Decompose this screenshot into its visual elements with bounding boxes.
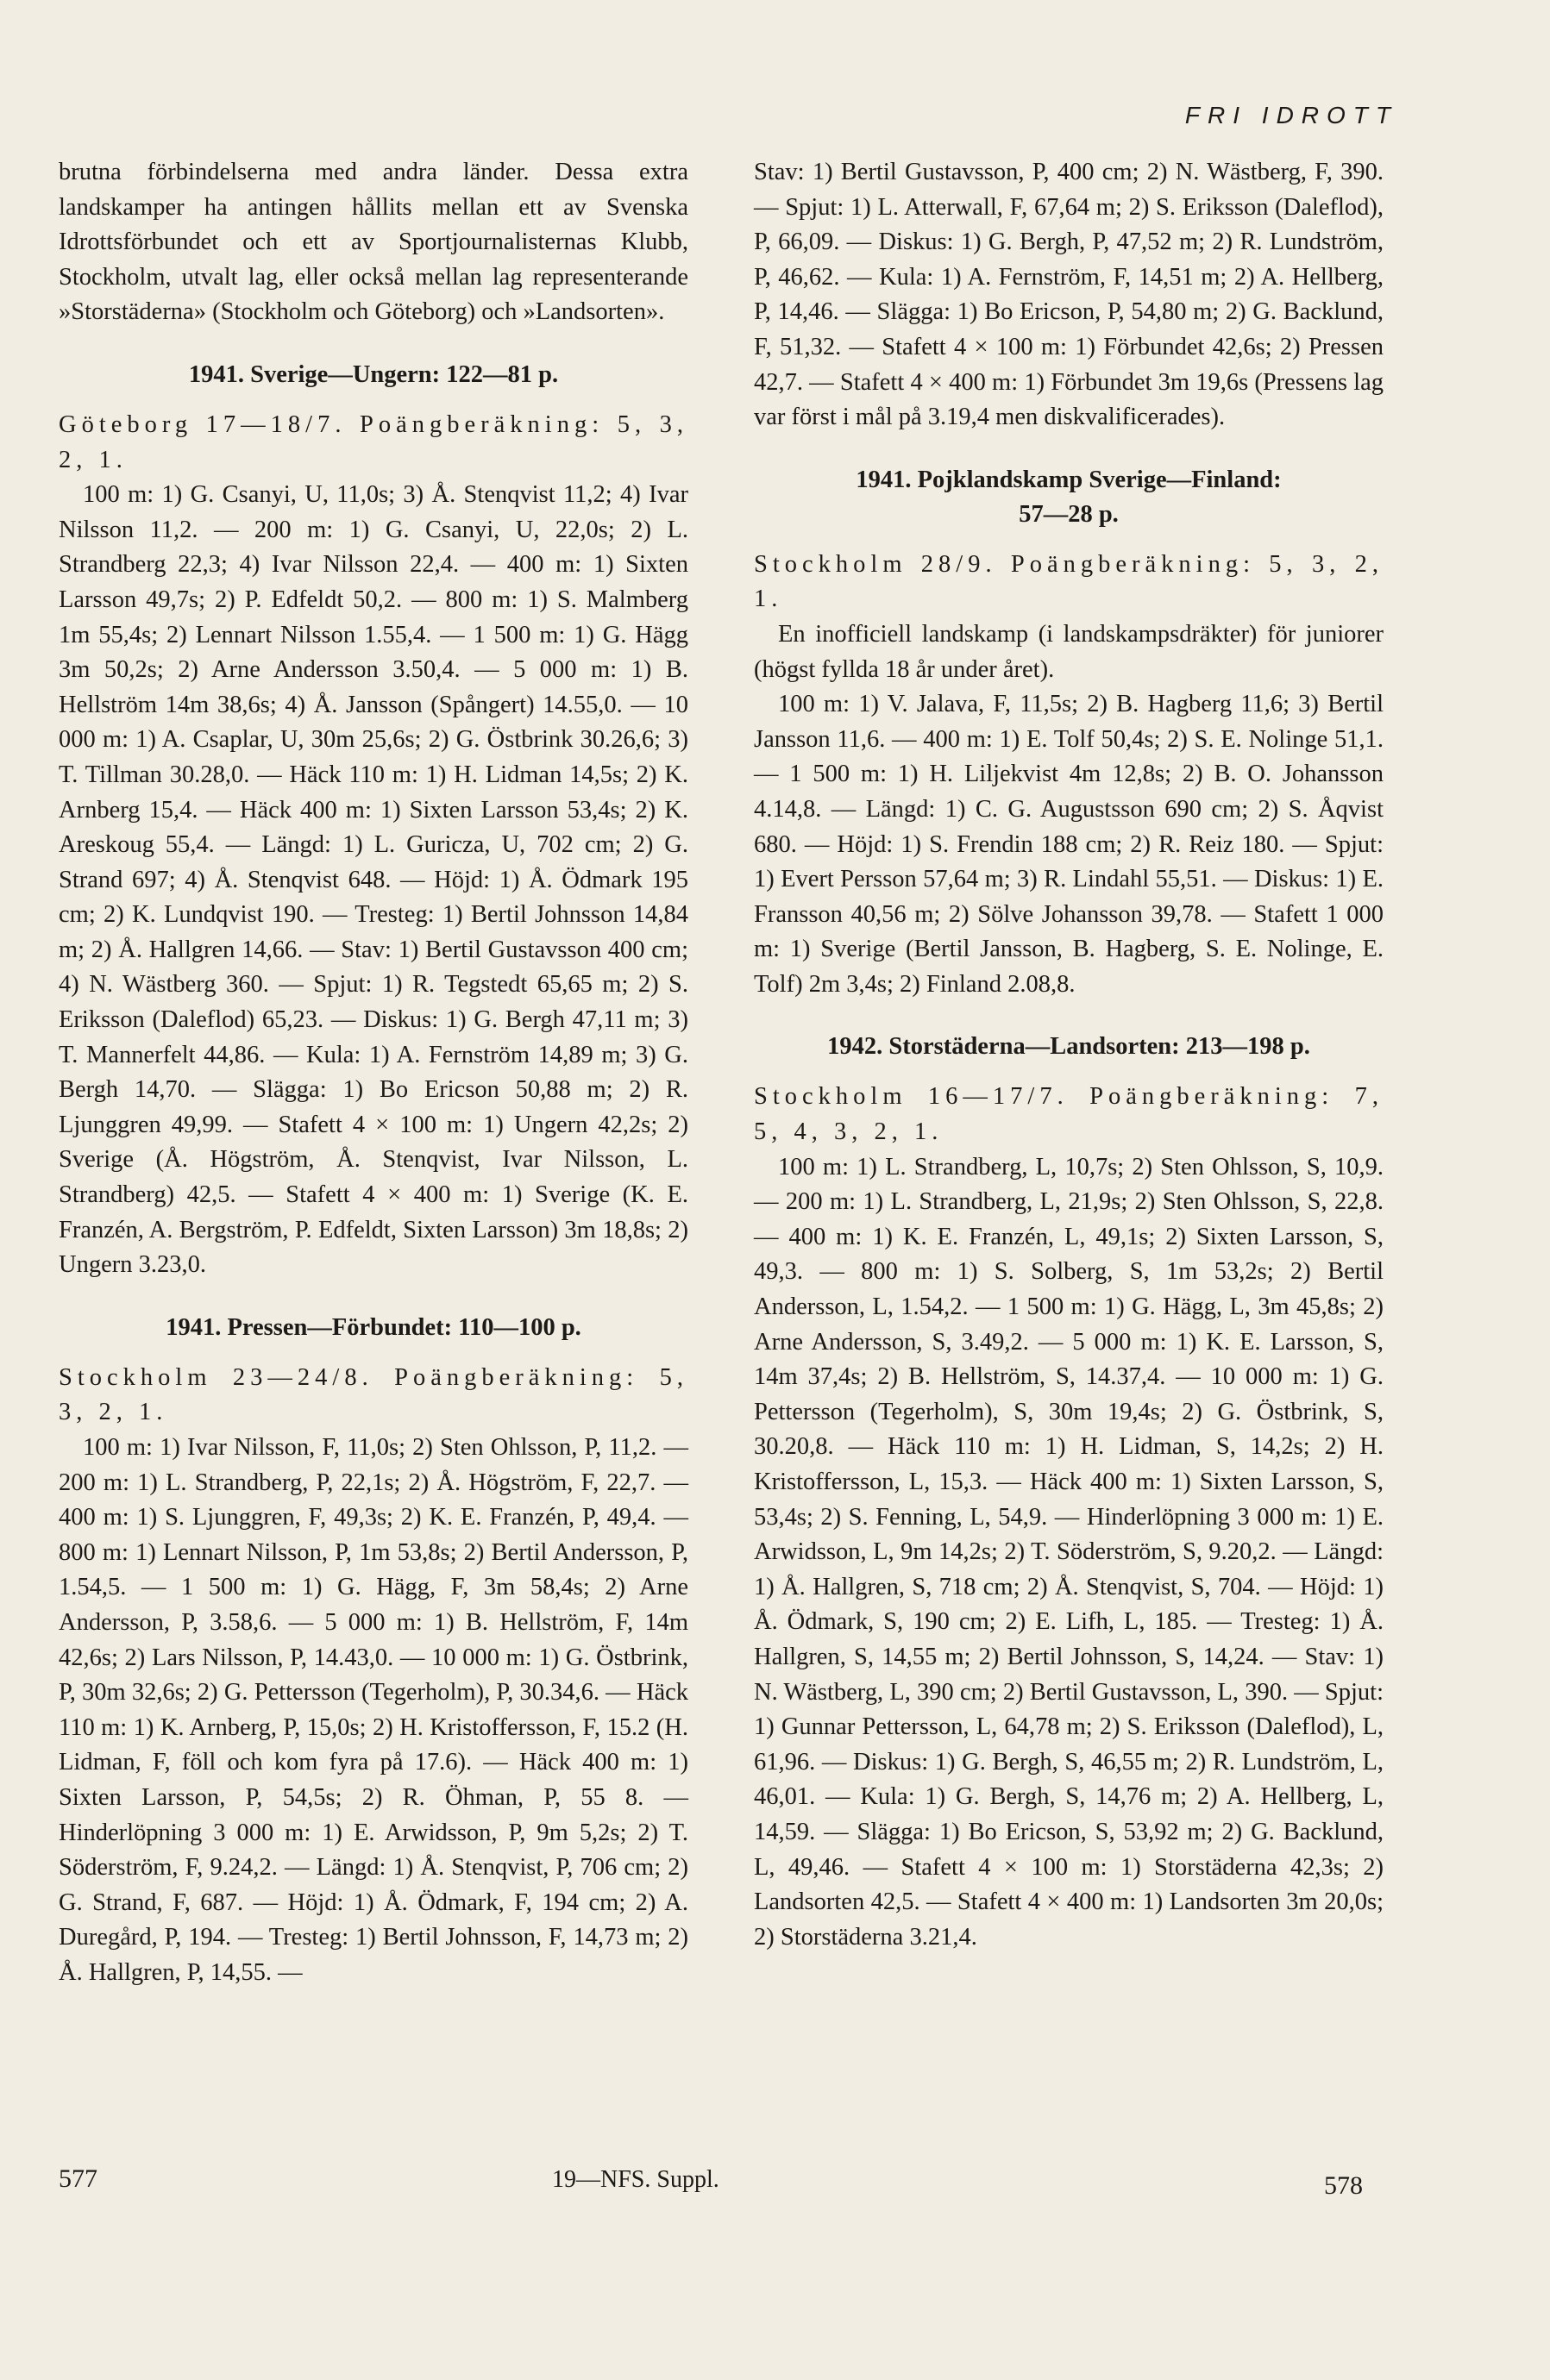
heading-line: 57—28 p. [1019, 500, 1119, 528]
section-meta: Göteborg 17—18/7. Poängberäkning: 5, 3, 2, 1. [59, 410, 688, 473]
section-heading-pojklandskamp [754, 463, 1384, 532]
right-column [754, 155, 1384, 1955]
section-meta: Stockholm 16—17/7. Poängberäkning: 7, 5, 4, 3, 2, 1. [754, 1083, 1384, 1146]
results-paragraph: 100 m: 1) G. Csanyi, U, 11,0s; 3) Å. Stenqvist 11,2; 4) Ivar Nilsson 11,2. — 200 m: 1) G. Csanyi, U, 22,0s; 2) L. Strandberg 22,3; 4) Ivar Nilsson 22,4. — 400 m: 1) Sixten Larsson 49,7s; 2) P. Edfeldt 50,2. — 800 m: 1) S. Malmberg 1m 55,4s; 2) Lennart Nilsson 1.55,4. — 1 500 m: 1) G. Hägg 3m 50,2s; 2) Arne Andersson 3.50,4. — 5 000 m: 1) B. Hellström 14m 38,6s; 4) Å. Jansson (Spångert) 14.55,0. — 10 000 m: 1) A. Csaplar, U, 30m 25,6s; 2) G. Östbrink 30.26,6; 3) T. Tillman 30.28,0. — Häck 110 m: 1) H. Lidman 14,5s; 2) K. Arnberg 15,4. — Häck 400 m: 1) Sixten Larsson 53,4s; 2) K. Areskoug 55,4. — Längd: 1) L. Guricza, U, 702 cm; 2) G. Strand 697; 4) Å. Stenqvist 648. — Höjd: 1) Å. Ödmark 195 cm; 2) K. Lundqvist 190. — Tresteg: 1) Bertil Johnsson 14,84 m; 2) Å. Hallgren 14,66. — Stav: 1) Bertil Gustavsson 400 cm; 4) N. Wästberg 360. — Spjut: 1) R. Tegstedt 65,65 m; 2) S. Eriksson (Daleflod) 65,23. — Diskus: 1) G. Bergh 47,11 m; 3) T. Mannerfelt 44,86. — Kula: 1) A. Fernström 14,89 m; 3) G. Bergh 14,70. — Slägga: 1) Bo Ericson 50,88 m; 2) R. Ljunggren 49,99. — Stafett 4 × 100 m: 1) Ungern 42,2s; 2) Sverige (Å. Högström, Å. Stenqvist, Ivar Nilsson, L. Strandberg) 42,5. — Stafett 4 × 400 m: 1) Sverige (K. E. Franzén, A. Bergström, P. Edfeldt, Sixten Larsson) 3m 18,8s; 2) Ungern 3.23,0. [59, 481, 688, 1279]
results-paragraph: 100 m: 1) Ivar Nilsson, F, 11,0s; 2) Sten Ohlsson, P, 11,2. — 200 m: 1) L. Strandberg, P, 22,1s; 2) Å. Högström, F, 22,7. — 400 m: 1) S. Ljunggren, F, 49,3s; 2) K. E. Franzén, P, 49,4. — 800 m: 1) Lennart Nilsson, P, 1m 53,8s; 2) Bertil Andersson, P, 1.54,5. — 1 500 m: 1) G. Hägg, F, 3m 58,4s; 2) Arne Andersson, P, 3.58,6. — 5 000 m: 1) B. Hellström, F, 14m 42,6s; 2) Lars Nilsson, P, 14.43,0. — 10 000 m: 1) G. Östbrink, P, 30m 32,6s; 2) G. Pettersson (Tegerholm), P, 30.34,6. — Häck 110 m: 1) K. Arnberg, P, 15,0s; 2) H. Kristoffersson, F, 15.2 (H. Lidman, F, föll och kom fyra på 17.6). — Häck 400 m: 1) Sixten Larsson, P, 54,5s; 2) R. Öhman, P, 55 8. — Hinderlöpning 3 000 m: 1) E. Arwidsson, P, 9m 5,2s; 2) T. Söderström, F, 9.24,2. — Längd: 1) Å. Stenqvist, P, 706 cm; 2) G. Strand, F, 687. — Höjd: 1) Å. Ödmark, F, 194 cm; 2) A. Duregård, P, 194. — Tresteg: 1) Bertil Johnsson, F, 14,73 m; 2) Å. Hallgren, P, 14,55. — [59, 1434, 688, 1986]
section-heading-storstaderna-landsorten: 1942. Storstäderna—Landsorten: 213—198 p. [827, 1033, 1310, 1061]
results-paragraph: 100 m: 1) L. Strandberg, L, 10,7s; 2) Sten Ohlsson, S, 10,9. — 200 m: 1) L. Strandberg, L, 21,9s; 2) Sten Ohlsson, S, 22,8. — 400 m: 1) K. E. Franzén, L, 49,1s; 2) Sixten Larsson, S, 49,3. — 800 m: 1) S. Solberg, S, 1m 53,2s; 2) Bertil Andersson, L, 1.54,2. — 1 500 m: 1) G. Hägg, L, 3m 45,8s; 2) Arne Andersson, S, 3.49,2. — 5 000 m: 1) K. E. Larsson, S, 14m 37,4s; 2) B. Hellström, S, 14.37,4. — 10 000 m: 1) G. Pettersson (Tegerholm), S, 30m 19,4s; 2) G. Östbrink, S, 30.20,8. — Häck 110 m: 1) H. Lidman, S, 14,2s; 2) H. Kristoffersson, L, 15,3. — Häck 400 m: 1) Sixten Larsson, S, 53,4s; 2) S. Fenning, L, 54,9. — Hinderlöpning 3 000 m: 1) E. Arwidsson, L, 9m 14,2s; 2) T. Söderström, S, 9.20,2. — Längd: 1) Å. Hallgren, S, 718 cm; 2) Å. Stenqvist, S, 704. — Höjd: 1) Å. Ödmark, S, 190 cm; 2) E. Lifh, L, 185. — Tresteg: 1) Å. Hallgren, S, 14,55 m; 2) Bertil Johnsson, S, 14,24. — Stav: 1) N. Wästberg, L, 390 cm; 2) Bertil Gustavsson, L, 390. — Spjut: 1) Gunnar Pettersson, L, 64,78 m; 2) S. Eriksson (Daleflod), L, 61,96. — Diskus: 1) G. Bergh, S, 46,55 m; 2) R. Lundström, L, 46,01. — Kula: 1) G. Bergh, S, 14,76 m; 2) A. Hellberg, L, 14,59. — Slägga: 1) Bo Ericson, S, 53,92 m; 2) G. Backlund, L, 49,46. — Stafett 4 × 100 m: 1) Storstäderna 42,3s; 2) Landsorten 42,5. — Stafett 4 × 400 m: 1) Landsorten 3m 20,0s; 2) Storstäderna 3.21,4. [754, 1153, 1384, 1951]
running-header: FRI IDROTT [1184, 102, 1398, 128]
section-meta: Stockholm 28/9. Poängberäkning: 5, 3, 2, 1. [754, 550, 1384, 613]
section-meta: Stockholm 23—24/8. Poängberäkning: 5, 3, 2, 1. [59, 1363, 688, 1426]
section-heading-pressen-forbundet: 1941. Pressen—Förbundet: 110—100 p. [166, 1313, 581, 1341]
section-heading-sverige-ungern: 1941. Sverige—Ungern: 122—81 p. [188, 360, 559, 388]
intro-paragraph: brutna förbindelserna med andra länder. Dessa extra landskamper ha antingen hållits mellan ett av Svenska Idrottsförbundet och ett av Sportjournalisternas Klubb, Stockholm, utvalt lag, eller också mellan lag representerande »Storstäderna» (Stockholm och Göteborg) och »Landsorten». [59, 159, 688, 326]
intro-paragraph: En inofficiell landskamp (i landskampsdräkter) för juniorer (högst fyllda 18 år under året). [754, 620, 1384, 683]
heading-line: 1941. Pojklandskamp Sverige—Finland: [856, 466, 1282, 493]
page-number-right: 578 [1324, 2171, 1363, 2200]
left-column [59, 155, 688, 1991]
page-number-left: 577 [59, 2164, 97, 2193]
results-continuation: Stav: 1) Bertil Gustavsson, P, 400 cm; 2) N. Wästberg, F, 390. — Spjut: 1) L. Atterwall, F, 67,64 m; 2) S. Eriksson (Daleflod), P, 66,09. — Diskus: 1) G. Bergh, P, 47,52 m; 2) R. Lundström, P, 46,62. — Kula: 1) A. Fernström, F, 14,51 m; 2) A. Hellberg, P, 14,46. — Slägga: 1) Bo Ericson, P, 54,80 m; 2) G. Backlund, F, 51,32. — Stafett 4 × 100 m: 1) Förbundet 42,6s; 2) Pressen 42,7. — Stafett 4 × 400 m: 1) Förbundet 3m 19,6s (Pressens lag var först i mål på 3.19,4 men diskvalificerades). [754, 159, 1384, 431]
results-paragraph: 100 m: 1) V. Jalava, F, 11,5s; 2) B. Hagberg 11,6; 3) Bertil Jansson 11,6. — 400 m: 1) E. Tolf 50,4s; 2) S. E. Nolinge 51,1. — 1 500 m: 1) H. Liljekvist 4m 12,8s; 2) B. O. Johansson 4.14,8. — Längd: 1) C. G. Augustsson 690 cm; 2) S. Åqvist 680. — Höjd: 1) S. Frendin 188 cm; 2) R. Reiz 180. — Spjut: 1) Evert Persson 57,64 m; 3) R. Lindahl 55,51. — Diskus: 1) E. Fransson 40,56 m; 2) Sölve Johansson 39,78. — Stafett 1 000 m: 1) Sverige (Bertil Jansson, B. Hagberg, S. E. Nolinge, E. Tolf) 2m 3,4s; 2) Finland 2.08,8. [754, 691, 1384, 998]
footer-signature: 19—NFS. Suppl. [552, 2166, 719, 2193]
